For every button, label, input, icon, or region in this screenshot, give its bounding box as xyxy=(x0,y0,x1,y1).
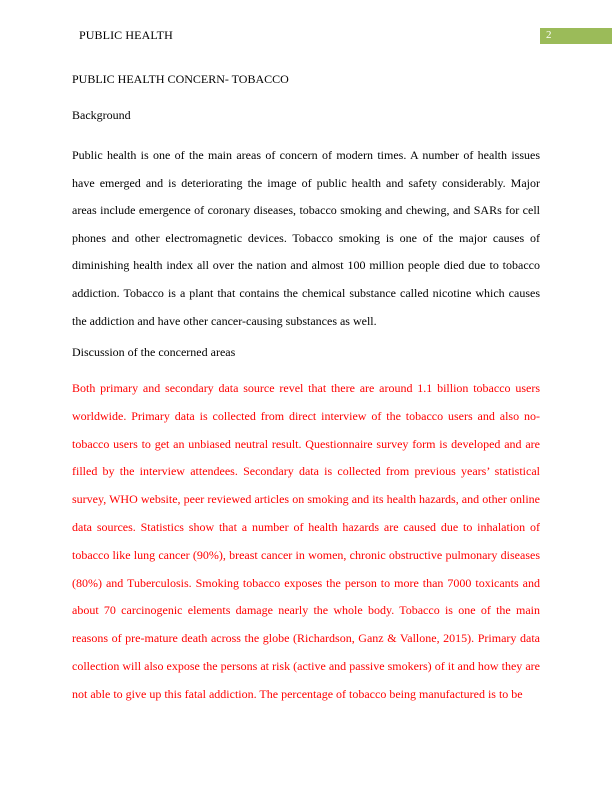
document-title: PUBLIC HEALTH CONCERN- TOBACCO xyxy=(72,72,289,86)
page-number: 2 xyxy=(546,29,552,41)
discussion-heading: Discussion of the concerned areas xyxy=(72,345,236,359)
page-number-badge xyxy=(540,28,612,44)
discussion-paragraph: Both primary and secondary data source revel that there are around 1.1 billion tobacco users worldwide. Primary data is collected from direct interview of the tobacco users and also no-tobacco users to get an unbiased neutral result. Questionnaire survey form is developed and are filled by the interview attendees. Secondary data is collected from previous years’ statistical survey, WHO website, peer reviewed articles on smoking and its health hazards, and other online data sources. Statistics show that a number of health hazards are caused due to inhalation of tobacco like lung cancer (90%), breast cancer in women, chronic obstructive pulmonary diseases (80%) and Tuberculosis. Smoking tobacco exposes the person to more than 7000 toxicants and about 70 carcinogenic elements damage nearly the whole body. Tobacco is one of the main reasons of pre-mature death across the globe (Richardson, Ganz & Vallone, 2015). Primary data collection will also expose the persons at risk (active and passive smokers) of it and how they are not able to give up this fatal addiction. The percentage of tobacco being manufactured is to be xyxy=(72,381,540,701)
running-head: PUBLIC HEALTH xyxy=(79,28,173,42)
background-heading: Background xyxy=(72,108,131,122)
background-paragraph: Public health is one of the main areas of concern of modern times. A number of health issues have emerged and is deteriorating the image of public health and safety considerably. Major areas include emergence of coronary diseases, tobacco smoking and chewing, and SARs for cell phones and other electromagnetic devices. Tobacco smoking is one of the major causes of diminishing health index all over the nation and almost 100 million people died due to tobacco addiction. Tobacco is a plant that contains the chemical substance called nicotine which causes the addiction and have other cancer-causing substances as well. xyxy=(72,148,540,328)
